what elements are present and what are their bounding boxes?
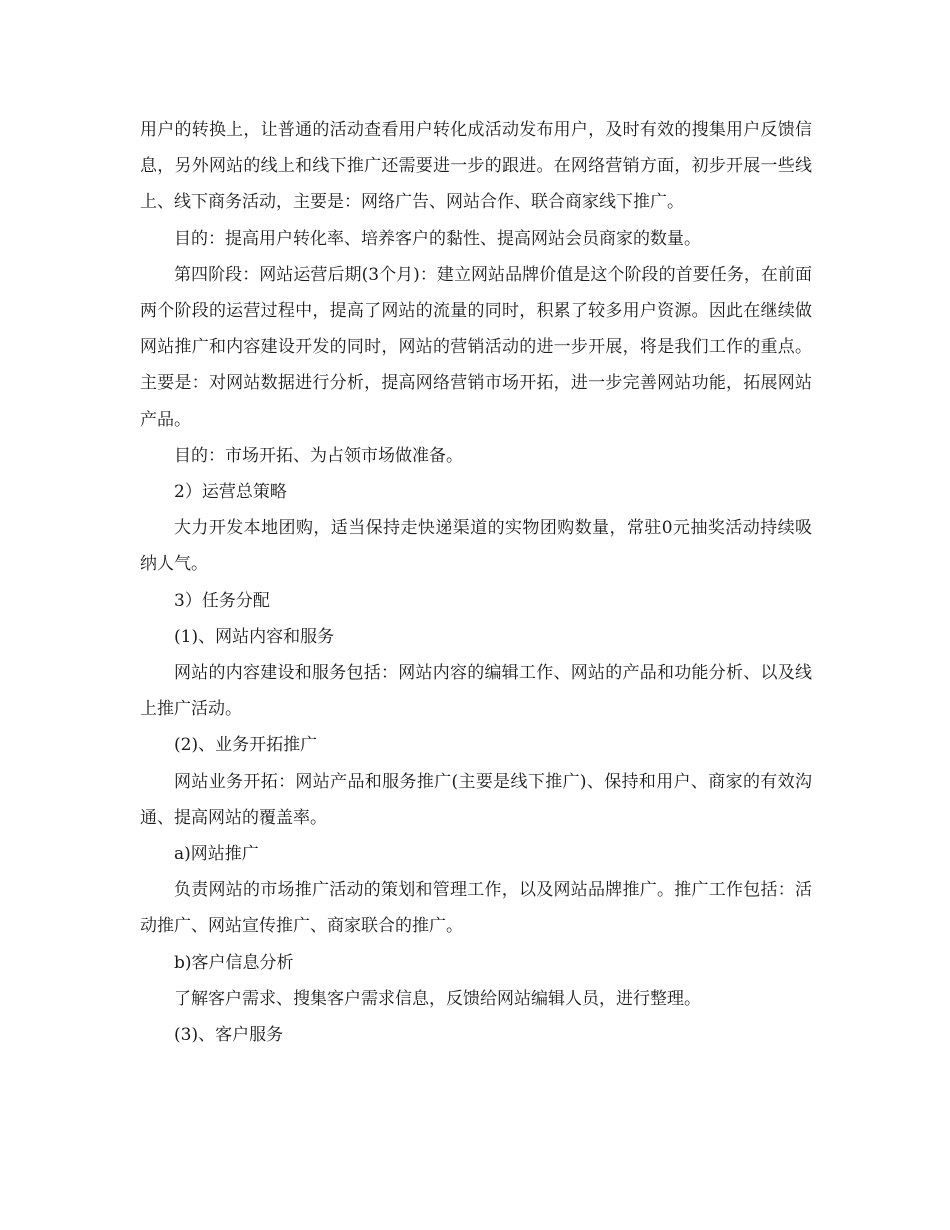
paragraph-goal-2: 目的：市场开拓、为占领市场做准备。 xyxy=(174,445,463,466)
paragraph-continuation: 用户的转换上，让普通的活动查看用户转化成活动发布用户，及时有效的搜集用户反馈信息，另外网站的线上和线下推广还需要进一步的跟进。在网络营销方面，初步开展一些线上、线下商务活动，主要是：网络广告、网站合作、联合商家线下推广。 xyxy=(140,120,812,213)
paragraph-business-promotion: 网站业务开拓：网站产品和服务推广(主要是线下推广)、保持和用户、商家的有效沟通、提高网站的覆盖率。 xyxy=(140,771,812,828)
paragraph-content-service: 网站的内容建设和服务包括：网站内容的编辑工作、网站的产品和功能分析、以及线上推广活动。 xyxy=(140,663,812,720)
heading-task-assignment: 3）任务分配 xyxy=(174,590,270,611)
heading-business-promotion: (2)、业务开拓推广 xyxy=(174,735,318,756)
document-body xyxy=(140,112,812,1053)
heading-content-service: (1)、网站内容和服务 xyxy=(174,626,335,647)
paragraph-customer-analysis: 了解客户需求、搜集客户需求信息，反馈给网站编辑人员，进行整理。 xyxy=(174,988,701,1009)
paragraph-goal-1: 目的：提高用户转化率、培养客户的黏性、提高网站会员商家的数量。 xyxy=(174,228,701,249)
paragraph-stage-four: 第四阶段：网站运营后期(3个月)：建立网站品牌价值是这个阶段的首要任务，在前面两个阶段的运营过程中，提高了网站的流量的同时，积累了较多用户资源。因此在继续做网站推广和内容建设开发的同时，网站的营销活动的进一步开展，将是我们工作的重点。主要是：对网站数据进行分析，提高网络营销市场开拓，进一步完善网站功能，拓展网站产品。 xyxy=(140,264,812,430)
paragraph-strategy: 大力开发本地团购，适当保持走快递渠道的实物团购数量，常驻0元抽奖活动持续吸纳人气。 xyxy=(140,518,812,575)
heading-website-promotion: a)网站推广 xyxy=(174,844,259,865)
paragraph-website-promotion: 负责网站的市场推广活动的策划和管理工作，以及网站品牌推广。推广工作包括：活动推广、网站宣传推广、商家联合的推广。 xyxy=(140,880,812,937)
heading-customer-service: (3)、客户服务 xyxy=(174,1025,284,1046)
heading-operation-strategy: 2）运营总策略 xyxy=(174,482,287,503)
heading-customer-analysis: b)客户信息分析 xyxy=(174,952,294,973)
